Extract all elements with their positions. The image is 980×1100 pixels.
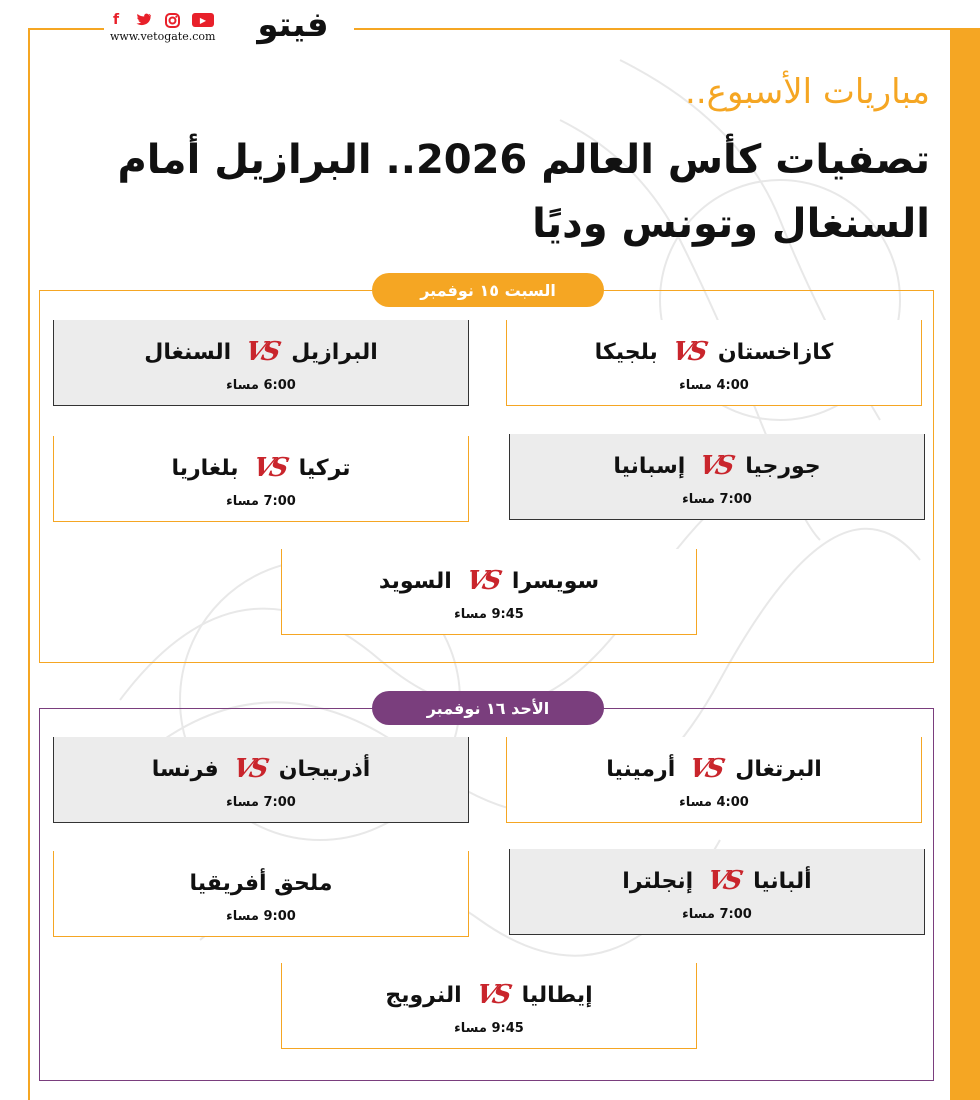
team-away: بلجيكا [594,339,658,365]
match-time: 7:00 مساء [682,492,752,507]
instagram-icon[interactable] [164,12,180,28]
match-time: 4:00 مساء [679,795,749,810]
match-card-featured [509,434,925,520]
day-label: الأحد ١٦ نوفمبر [372,691,604,725]
vs-icon: VS [463,566,501,596]
vs-icon: VS [472,980,511,1010]
team-away: إنجلترا [622,868,694,894]
match-time: 9:45 مساء [454,1021,524,1036]
match-time: 6:00 مساء [226,378,296,393]
match-time: 4:00 مساء [679,378,749,393]
social-links [108,12,238,28]
vs-icon: VS [242,337,280,367]
team-away: السنغال [144,339,232,365]
vs-icon: VS [249,453,288,483]
youtube-icon[interactable]: ▶ [192,13,214,27]
team-home: ملحق أفريقيا [189,870,333,896]
match-card-featured [53,320,469,406]
match-card-featured [53,737,469,823]
day-section-sunday [39,698,934,1081]
vs-icon: VS [230,754,268,784]
match-time: 9:45 مساء [454,607,524,622]
team-home: ألبانيا [753,868,812,894]
team-away: النرويج [385,982,462,1008]
headline: تصفيات كأس العالم 2026.. البرازيل أمام السنغال وتونس وديًا [117,137,930,247]
facebook-icon[interactable]: f [112,12,120,28]
match-time: 7:00 مساء [226,795,296,810]
team-away: أرمينيا [606,756,676,782]
team-away: فرنسا [151,756,219,782]
team-home: البرتغال [735,756,822,782]
kicker-title: مباريات الأسبوع.. [685,72,930,112]
twitter-icon[interactable] [136,12,152,28]
match-card [506,737,922,823]
match-time: 7:00 مساء [682,907,752,922]
team-home: إيطاليا [521,982,593,1008]
team-home: سويسرا [511,568,600,594]
frame-left-border [28,28,30,1100]
team-away: بلغاريا [171,455,239,481]
team-home: البرازيل [291,339,378,365]
match-card [281,963,697,1049]
website-url: www.vetogate.com [110,30,216,43]
match-card [53,851,469,937]
team-away: إسبانيا [613,453,686,479]
match-card [53,436,469,522]
team-away: السويد [378,568,452,594]
vs-icon: VS [696,451,734,481]
match-time: 9:00 مساء [226,909,296,924]
match-time: 7:00 مساء [226,494,296,509]
team-home: تركيا [298,455,351,481]
team-home: أذربيجان [278,756,371,782]
vs-icon: VS [704,866,742,896]
brand-logo: فيتو [257,5,329,45]
day-section-saturday [39,280,934,663]
match-card-featured [509,849,925,935]
match-card [506,320,922,406]
vs-icon: VS [669,337,707,367]
team-home: جورجيا [745,453,821,479]
right-accent-bar [950,28,980,1100]
team-home: كازاخستان [717,339,834,365]
match-card [281,549,697,635]
vs-icon: VS [686,754,724,784]
day-label: السبت ١٥ نوفمبر [372,273,604,307]
